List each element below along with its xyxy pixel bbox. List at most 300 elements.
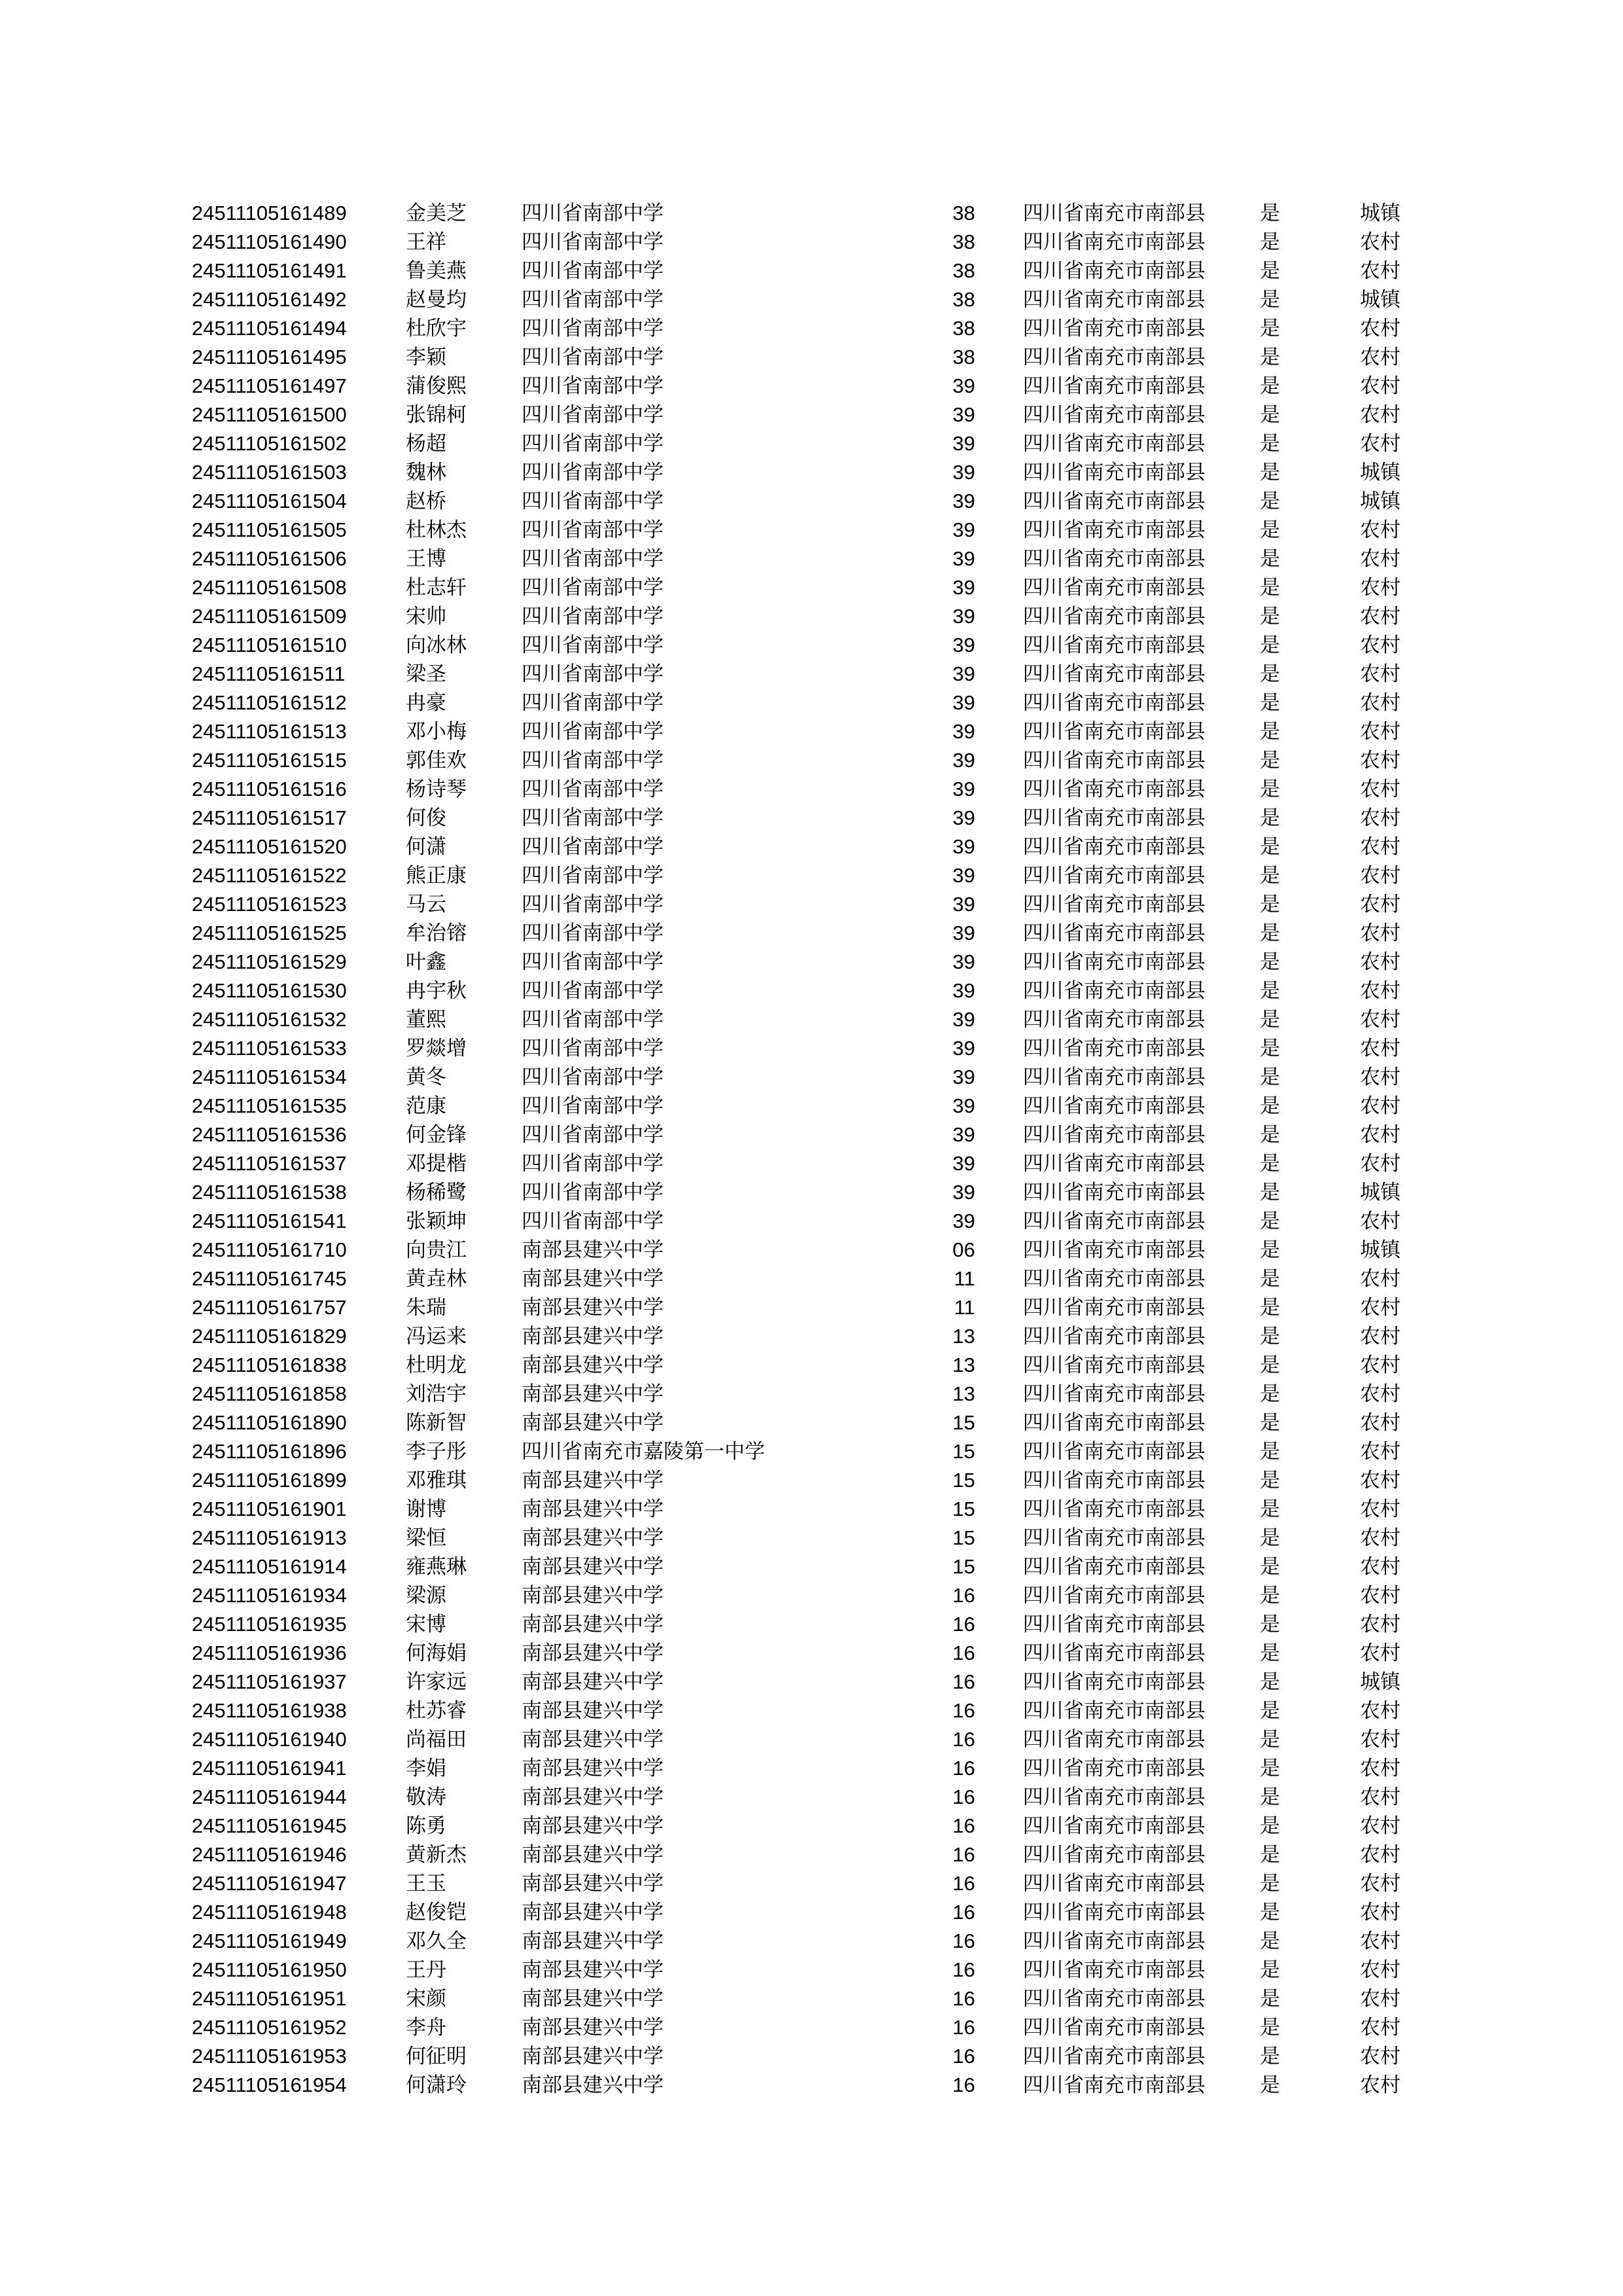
cell-class-no: 38 (952, 317, 975, 340)
cell-school: 南部县建兴中学 (522, 1872, 664, 1895)
cell-school: 四川省南部中学 (522, 1123, 664, 1146)
cell-confirmed: 是 (1260, 922, 1280, 944)
cell-confirmed: 是 (1260, 576, 1280, 599)
cell-residence: 农村 (1360, 576, 1400, 599)
cell-school: 四川省南部中学 (522, 576, 664, 599)
cell-class-no: 39 (952, 634, 975, 656)
cell-name: 黄新杰 (406, 1843, 467, 1866)
table-row (0, 746, 1623, 775)
cell-region: 四川省南充市南部县 (1023, 2045, 1205, 2068)
cell-exam-id: 24511105161515 (192, 749, 347, 772)
cell-exam-id: 24511105161951 (192, 1987, 347, 2010)
table-row (0, 487, 1623, 516)
cell-name: 许家远 (406, 1670, 467, 1693)
cell-confirmed: 是 (1260, 1843, 1280, 1866)
cell-region: 四川省南充市南部县 (1023, 230, 1205, 253)
cell-name: 梁圣 (406, 662, 446, 685)
cell-name: 何海娟 (406, 1641, 467, 1664)
cell-name: 敬涛 (406, 1785, 446, 1808)
cell-region: 四川省南充市南部县 (1023, 1613, 1205, 1636)
table-row (0, 1984, 1623, 2013)
cell-class-no: 39 (952, 1181, 975, 1204)
table-row (0, 401, 1623, 429)
cell-name: 何金锋 (406, 1123, 467, 1146)
cell-class-no: 16 (952, 1613, 975, 1636)
cell-name: 邓雅琪 (406, 1469, 467, 1492)
cell-exam-id: 24511105161508 (192, 576, 347, 599)
cell-class-no: 39 (952, 778, 975, 800)
cell-confirmed: 是 (1260, 1037, 1280, 1060)
cell-confirmed: 是 (1260, 259, 1280, 282)
cell-class-no: 16 (952, 1814, 975, 1837)
table-row (0, 1783, 1623, 1812)
cell-exam-id: 24511105161490 (192, 230, 347, 253)
cell-residence: 农村 (1360, 374, 1400, 397)
cell-class-no: 15 (952, 1498, 975, 1520)
cell-confirmed: 是 (1260, 1641, 1280, 1664)
cell-exam-id: 24511105161510 (192, 634, 347, 656)
table-row (0, 1524, 1623, 1552)
cell-exam-id: 24511105161497 (192, 374, 347, 397)
cell-residence: 农村 (1360, 835, 1400, 858)
cell-confirmed: 是 (1260, 1469, 1280, 1492)
table-row (0, 1466, 1623, 1495)
cell-residence: 农村 (1360, 518, 1400, 541)
cell-residence: 城镇 (1360, 1181, 1400, 1204)
cell-exam-id: 24511105161511 (192, 662, 346, 685)
cell-region: 四川省南充市南部县 (1023, 374, 1205, 397)
table-row (0, 2013, 1623, 2042)
table-row (0, 919, 1623, 948)
cell-region: 四川省南充市南部县 (1023, 1008, 1205, 1031)
cell-school: 四川省南部中学 (522, 691, 664, 714)
cell-confirmed: 是 (1260, 1555, 1280, 1578)
table-row (0, 372, 1623, 401)
cell-name: 杨诗琴 (406, 778, 467, 800)
cell-school: 南部县建兴中学 (522, 1382, 664, 1405)
table-row (0, 2071, 1623, 2100)
cell-region: 四川省南充市南部县 (1023, 2073, 1205, 2096)
cell-exam-id: 24511105161899 (192, 1469, 347, 1492)
cell-region: 四川省南充市南部县 (1023, 1987, 1205, 2010)
table-row (0, 1696, 1623, 1725)
cell-region: 四川省南充市南部县 (1023, 893, 1205, 916)
cell-residence: 农村 (1360, 1469, 1400, 1492)
table-row (0, 1207, 1623, 1236)
cell-name: 王祥 (406, 230, 446, 253)
cell-class-no: 16 (952, 1785, 975, 1808)
table-row (0, 631, 1623, 660)
table-row (0, 1754, 1623, 1783)
cell-region: 四川省南充市南部县 (1023, 1440, 1205, 1463)
cell-exam-id: 24511105161941 (192, 1757, 347, 1780)
cell-exam-id: 24511105161945 (192, 1814, 347, 1837)
cell-residence: 城镇 (1360, 202, 1400, 224)
table-row (0, 257, 1623, 285)
table-row (0, 1178, 1623, 1207)
table-row (0, 804, 1623, 833)
cell-school: 南部县建兴中学 (522, 1296, 664, 1319)
cell-class-no: 39 (952, 691, 975, 714)
cell-confirmed: 是 (1260, 374, 1280, 397)
cell-region: 四川省南充市南部县 (1023, 1382, 1205, 1405)
cell-residence: 农村 (1360, 1613, 1400, 1636)
cell-confirmed: 是 (1260, 1785, 1280, 1808)
cell-class-no: 39 (952, 893, 975, 916)
cell-exam-id: 24511105161541 (192, 1210, 347, 1232)
cell-exam-id: 24511105161953 (192, 2045, 347, 2068)
cell-class-no: 13 (952, 1354, 975, 1376)
cell-name: 何征明 (406, 2045, 467, 2068)
cell-exam-id: 24511105161947 (192, 1872, 347, 1895)
table-row (0, 1408, 1623, 1437)
cell-confirmed: 是 (1260, 1699, 1280, 1722)
cell-residence: 农村 (1360, 1382, 1400, 1405)
cell-class-no: 16 (952, 1584, 975, 1607)
cell-residence: 城镇 (1360, 1670, 1400, 1693)
cell-exam-id: 24511105161525 (192, 922, 347, 944)
cell-residence: 农村 (1360, 1354, 1400, 1376)
table-row (0, 573, 1623, 602)
cell-class-no: 39 (952, 490, 975, 512)
cell-exam-id: 24511105161495 (192, 346, 347, 368)
cell-name: 冯运来 (406, 1325, 467, 1348)
cell-class-no: 16 (952, 1872, 975, 1895)
table-row (0, 1092, 1623, 1121)
cell-exam-id: 24511105161937 (192, 1670, 347, 1693)
cell-region: 四川省南充市南部县 (1023, 1901, 1205, 1924)
cell-school: 四川省南部中学 (522, 922, 664, 944)
cell-region: 四川省南充市南部县 (1023, 1699, 1205, 1722)
cell-region: 四川省南充市南部县 (1023, 1210, 1205, 1232)
cell-school: 南部县建兴中学 (522, 1958, 664, 1981)
cell-residence: 农村 (1360, 662, 1400, 685)
cell-region: 四川省南充市南部县 (1023, 1728, 1205, 1751)
cell-confirmed: 是 (1260, 1728, 1280, 1751)
table-row (0, 890, 1623, 919)
cell-residence: 农村 (1360, 1901, 1400, 1924)
cell-exam-id: 24511105161745 (192, 1267, 347, 1290)
cell-confirmed: 是 (1260, 1267, 1280, 1290)
cell-name: 王玉 (406, 1872, 446, 1895)
cell-school: 四川省南部中学 (522, 1008, 664, 1031)
cell-exam-id: 24511105161952 (192, 2016, 347, 2039)
cell-class-no: 16 (952, 1901, 975, 1924)
table-row (0, 1552, 1623, 1581)
cell-name: 罗燚增 (406, 1037, 467, 1060)
cell-name: 梁源 (406, 1584, 446, 1607)
cell-school: 南部县建兴中学 (522, 1670, 664, 1693)
cell-name: 刘浩宇 (406, 1382, 467, 1405)
cell-school: 四川省南部中学 (522, 1152, 664, 1175)
cell-confirmed: 是 (1260, 547, 1280, 570)
cell-school: 四川省南部中学 (522, 374, 664, 397)
cell-confirmed: 是 (1260, 605, 1280, 628)
cell-class-no: 39 (952, 922, 975, 944)
table-row (0, 429, 1623, 458)
cell-name: 何潇玲 (406, 2073, 467, 2096)
cell-name: 叶鑫 (406, 950, 446, 973)
table-row (0, 1725, 1623, 1754)
cell-school: 南部县建兴中学 (522, 1526, 664, 1549)
cell-school: 南部县建兴中学 (522, 1699, 664, 1722)
cell-class-no: 38 (952, 230, 975, 253)
cell-exam-id: 24511105161491 (192, 259, 347, 282)
cell-name: 杜志轩 (406, 576, 467, 599)
table-row (0, 458, 1623, 487)
cell-confirmed: 是 (1260, 662, 1280, 685)
cell-name: 李子彤 (406, 1440, 467, 1463)
cell-exam-id: 24511105161504 (192, 490, 347, 512)
cell-region: 四川省南充市南部县 (1023, 1296, 1205, 1319)
cell-school: 四川省南部中学 (522, 317, 664, 340)
cell-residence: 农村 (1360, 1152, 1400, 1175)
cell-confirmed: 是 (1260, 2073, 1280, 2096)
cell-residence: 城镇 (1360, 1238, 1400, 1261)
cell-class-no: 16 (952, 1987, 975, 2010)
table-row (0, 1956, 1623, 1984)
cell-name: 赵曼均 (406, 288, 467, 311)
cell-class-no: 38 (952, 288, 975, 311)
cell-confirmed: 是 (1260, 1440, 1280, 1463)
cell-exam-id: 24511105161517 (192, 806, 347, 829)
cell-class-no: 15 (952, 1555, 975, 1578)
cell-region: 四川省南充市南部县 (1023, 1354, 1205, 1376)
table-row (0, 1437, 1623, 1466)
cell-name: 何潇 (406, 835, 446, 858)
cell-school: 南部县建兴中学 (522, 1325, 664, 1348)
cell-school: 南部县建兴中学 (522, 1267, 664, 1290)
cell-school: 四川省南部中学 (522, 749, 664, 772)
cell-name: 陈勇 (406, 1814, 446, 1837)
cell-school: 四川省南部中学 (522, 1181, 664, 1204)
cell-class-no: 16 (952, 2045, 975, 2068)
cell-confirmed: 是 (1260, 288, 1280, 311)
cell-name: 宋博 (406, 1613, 446, 1636)
cell-school: 四川省南部中学 (522, 662, 664, 685)
cell-residence: 农村 (1360, 432, 1400, 455)
cell-name: 董熙 (406, 1008, 446, 1031)
table-row (0, 199, 1623, 228)
cell-confirmed: 是 (1260, 1325, 1280, 1348)
cell-class-no: 38 (952, 202, 975, 224)
cell-region: 四川省南充市南部县 (1023, 490, 1205, 512)
cell-confirmed: 是 (1260, 1008, 1280, 1031)
cell-name: 雍燕琳 (406, 1555, 467, 1578)
cell-residence: 城镇 (1360, 461, 1400, 484)
cell-exam-id: 24511105161948 (192, 1901, 347, 1924)
cell-residence: 农村 (1360, 1123, 1400, 1146)
cell-school: 四川省南部中学 (522, 518, 664, 541)
cell-exam-id: 24511105161489 (192, 202, 347, 224)
cell-exam-id: 24511105161509 (192, 605, 347, 628)
cell-school: 四川省南部中学 (522, 202, 664, 224)
cell-confirmed: 是 (1260, 1901, 1280, 1924)
cell-name: 杜欣宇 (406, 317, 467, 340)
cell-region: 四川省南充市南部县 (1023, 1238, 1205, 1261)
cell-name: 杨稀鹭 (406, 1181, 467, 1204)
cell-exam-id: 24511105161935 (192, 1613, 347, 1636)
cell-residence: 农村 (1360, 1440, 1400, 1463)
cell-residence: 农村 (1360, 1296, 1400, 1319)
cell-confirmed: 是 (1260, 979, 1280, 1002)
cell-exam-id: 24511105161503 (192, 461, 347, 484)
cell-name: 何俊 (406, 806, 446, 829)
cell-exam-id: 24511105161505 (192, 518, 347, 541)
cell-exam-id: 24511105161710 (192, 1238, 347, 1261)
cell-name: 朱瑞 (406, 1296, 446, 1319)
cell-residence: 农村 (1360, 1267, 1400, 1290)
cell-name: 杜苏睿 (406, 1699, 467, 1722)
cell-class-no: 15 (952, 1440, 975, 1463)
cell-region: 四川省南充市南部县 (1023, 1785, 1205, 1808)
cell-name: 黄垚林 (406, 1267, 467, 1290)
cell-exam-id: 24511105161512 (192, 691, 347, 714)
cell-class-no: 11 (954, 1296, 975, 1319)
cell-class-no: 39 (952, 979, 975, 1002)
cell-residence: 农村 (1360, 1411, 1400, 1434)
cell-region: 四川省南充市南部县 (1023, 1670, 1205, 1693)
cell-region: 四川省南充市南部县 (1023, 1929, 1205, 1952)
table-row (0, 1840, 1623, 1869)
cell-residence: 农村 (1360, 1987, 1400, 2010)
table-row (0, 1610, 1623, 1639)
table-row (0, 1927, 1623, 1956)
cell-name: 赵桥 (406, 490, 446, 512)
cell-residence: 农村 (1360, 1699, 1400, 1722)
cell-region: 四川省南充市南部县 (1023, 778, 1205, 800)
cell-class-no: 13 (952, 1325, 975, 1348)
cell-residence: 农村 (1360, 1210, 1400, 1232)
cell-class-no: 39 (952, 950, 975, 973)
cell-region: 四川省南充市南部县 (1023, 835, 1205, 858)
table-row (0, 1265, 1623, 1293)
table-row (0, 1005, 1623, 1034)
cell-class-no: 39 (952, 1037, 975, 1060)
cell-class-no: 16 (952, 1958, 975, 1981)
cell-region: 四川省南充市南部县 (1023, 202, 1205, 224)
cell-exam-id: 24511105161534 (192, 1066, 347, 1088)
cell-class-no: 39 (952, 403, 975, 426)
cell-class-no: 39 (952, 461, 975, 484)
cell-exam-id: 24511105161936 (192, 1641, 347, 1664)
table-row (0, 861, 1623, 890)
cell-region: 四川省南充市南部县 (1023, 1152, 1205, 1175)
cell-class-no: 11 (954, 1267, 975, 1290)
cell-name: 邓久全 (406, 1929, 467, 1952)
table-row (0, 314, 1623, 343)
cell-exam-id: 24511105161537 (192, 1152, 347, 1175)
cell-name: 牟治镕 (406, 922, 467, 944)
cell-school: 四川省南部中学 (522, 806, 664, 829)
cell-residence: 农村 (1360, 1728, 1400, 1751)
cell-confirmed: 是 (1260, 432, 1280, 455)
cell-residence: 农村 (1360, 230, 1400, 253)
cell-name: 马云 (406, 893, 446, 916)
table-row (0, 1293, 1623, 1322)
cell-exam-id: 24511105161913 (192, 1526, 347, 1549)
table-row (0, 1351, 1623, 1380)
cell-region: 四川省南充市南部县 (1023, 317, 1205, 340)
cell-residence: 农村 (1360, 547, 1400, 570)
cell-confirmed: 是 (1260, 230, 1280, 253)
cell-region: 四川省南充市南部县 (1023, 259, 1205, 282)
cell-region: 四川省南充市南部县 (1023, 288, 1205, 311)
cell-school: 四川省南部中学 (522, 1066, 664, 1088)
cell-school: 四川省南部中学 (522, 288, 664, 311)
cell-class-no: 39 (952, 576, 975, 599)
cell-exam-id: 24511105161513 (192, 720, 347, 743)
cell-residence: 农村 (1360, 1555, 1400, 1578)
cell-confirmed: 是 (1260, 893, 1280, 916)
cell-residence: 农村 (1360, 979, 1400, 1002)
cell-region: 四川省南充市南部县 (1023, 1526, 1205, 1549)
cell-class-no: 39 (952, 1094, 975, 1117)
cell-school: 南部县建兴中学 (522, 1498, 664, 1520)
cell-school: 南部县建兴中学 (522, 1354, 664, 1376)
cell-school: 四川省南部中学 (522, 1210, 664, 1232)
cell-residence: 农村 (1360, 1526, 1400, 1549)
cell-name: 王博 (406, 547, 446, 570)
cell-region: 四川省南充市南部县 (1023, 1498, 1205, 1520)
cell-name: 张颖坤 (406, 1210, 467, 1232)
cell-school: 四川省南部中学 (522, 950, 664, 973)
cell-name: 尚福田 (406, 1728, 467, 1751)
cell-region: 四川省南充市南部县 (1023, 1641, 1205, 1664)
cell-confirmed: 是 (1260, 749, 1280, 772)
cell-residence: 农村 (1360, 634, 1400, 656)
cell-class-no: 39 (952, 749, 975, 772)
cell-region: 四川省南充市南部县 (1023, 634, 1205, 656)
cell-school: 南部县建兴中学 (522, 1901, 664, 1924)
cell-confirmed: 是 (1260, 2016, 1280, 2039)
cell-exam-id: 24511105161522 (192, 864, 347, 887)
cell-school: 四川省南部中学 (522, 835, 664, 858)
cell-exam-id: 24511105161858 (192, 1382, 347, 1405)
cell-residence: 农村 (1360, 1641, 1400, 1664)
table-row (0, 689, 1623, 717)
cell-residence: 农村 (1360, 1584, 1400, 1607)
cell-class-no: 39 (952, 1210, 975, 1232)
cell-name: 鲁美燕 (406, 259, 467, 282)
cell-class-no: 16 (952, 1728, 975, 1751)
cell-confirmed: 是 (1260, 1382, 1280, 1405)
cell-region: 四川省南充市南部县 (1023, 1037, 1205, 1060)
cell-region: 四川省南充市南部县 (1023, 1584, 1205, 1607)
cell-confirmed: 是 (1260, 403, 1280, 426)
cell-region: 四川省南充市南部县 (1023, 403, 1205, 426)
cell-confirmed: 是 (1260, 1152, 1280, 1175)
cell-class-no: 16 (952, 1843, 975, 1866)
cell-region: 四川省南充市南部县 (1023, 432, 1205, 455)
cell-confirmed: 是 (1260, 1872, 1280, 1895)
cell-residence: 农村 (1360, 1785, 1400, 1808)
cell-school: 南部县建兴中学 (522, 1555, 664, 1578)
cell-exam-id: 24511105161516 (192, 778, 347, 800)
cell-school: 南部县建兴中学 (522, 1411, 664, 1434)
cell-school: 南部县建兴中学 (522, 1728, 664, 1751)
cell-name: 李颖 (406, 346, 446, 368)
cell-residence: 城镇 (1360, 288, 1400, 311)
cell-school: 四川省南部中学 (522, 634, 664, 656)
cell-residence: 农村 (1360, 1037, 1400, 1060)
cell-region: 四川省南充市南部县 (1023, 691, 1205, 714)
cell-confirmed: 是 (1260, 2045, 1280, 2068)
cell-school: 四川省南部中学 (522, 461, 664, 484)
cell-region: 四川省南充市南部县 (1023, 950, 1205, 973)
cell-school: 南部县建兴中学 (522, 1469, 664, 1492)
cell-confirmed: 是 (1260, 720, 1280, 743)
